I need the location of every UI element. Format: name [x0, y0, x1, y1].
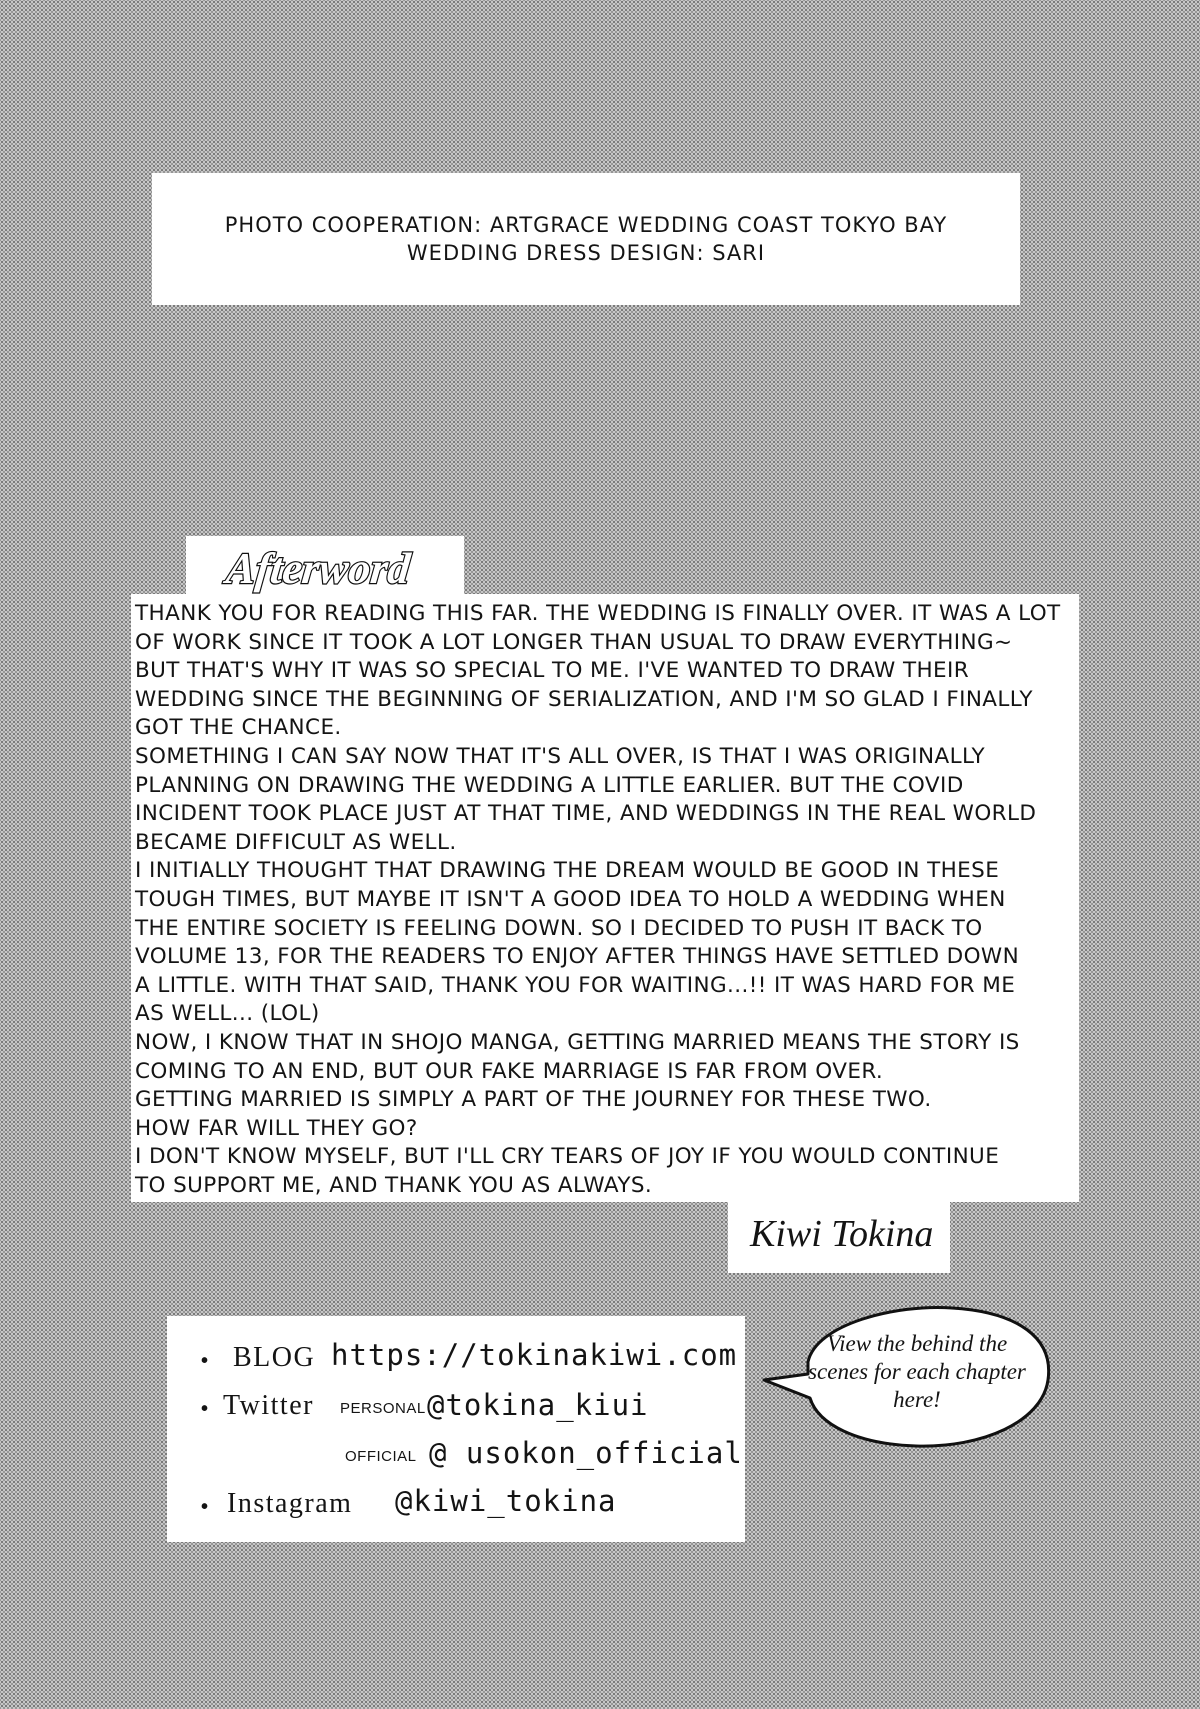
- instagram-link[interactable]: @kiwi_tokina: [395, 1484, 617, 1518]
- bullet-dot: •: [201, 1496, 209, 1518]
- afterword-body-panel: [131, 594, 1079, 1202]
- bullet-dot: •: [201, 1350, 209, 1372]
- afterword-heading-panel: [186, 536, 464, 598]
- photo-credit: PHOTO COOPERATION: ARTGRACE WEDDING COAST TOKYO BAY: [224, 213, 948, 237]
- credits-panel: [152, 173, 1020, 305]
- instagram-label: Instagram: [227, 1488, 353, 1519]
- bullet-dot: •: [201, 1398, 209, 1420]
- official-label: OFFICIAL: [345, 1448, 417, 1465]
- afterword-heading: Afterword: [224, 544, 413, 593]
- twitter-personal-link[interactable]: @tokina_kiui: [427, 1388, 649, 1422]
- twitter-label: Twitter: [223, 1390, 314, 1421]
- bubble-text: View the behind the scenes for each chapter here!: [808, 1331, 1026, 1412]
- author-signature: Kiwi Tokina: [750, 1213, 934, 1255]
- personal-label: PERSONAL: [340, 1400, 426, 1417]
- dress-credit: WEDDING DRESS DESIGN: SARI: [406, 241, 766, 265]
- afterword-body: THANK YOU FOR READING THIS FAR. THE WEDDING IS FINALLY OVER. IT WAS A LOT OF WORK SINCE IT TOOK A LOT LONGER THAN USUAL TO DRAW EVERYTHING~ BUT THAT'S WHY IT WAS SO SPECIAL TO ME. I'VE WANTED TO DRAW THEIR WEDDING SINCE THE BEGINNING OF SERIALIZATION, AND I'M SO GLAD I FINALLY GOT THE CHANCE. SOMETHING I CAN SAY NOW THAT IT'S ALL OVER, IS THAT I WAS ORIGINALLY PLANNING ON DRAWING THE WEDDING A LITTLE EARLIER. BUT THE COVID INCIDENT TOOK PLACE JUST AT THAT TIME, AND WEDDINGS IN THE REAL WORLD BECAME DIFFICULT AS WELL. I INITIALLY THOUGHT THAT DRAWING THE DREAM WOULD BE GOOD IN THESE TOUGH TIMES, BUT MAYBE IT ISN'T A GOOD IDEA TO HOLD A WEDDING WHEN THE ENTIRE SOCIETY IS FEELING DOWN. SO I DECIDED TO PUSH IT BACK TO VOLUME 13, FOR THE READERS TO ENJOY AFTER THINGS HAVE SETTLED DOWN A LITTLE. WITH THAT SAID, THANK YOU FOR WAITING...!! IT WAS HARD FOR ME AS WELL... (LOL) NOW, I KNOW THAT IN SHOJO MANGA, GETTING MARRIED MEANS THE STORY IS COMING TO AN END, BUT OUR FAKE MARRIAGE IS FAR FROM OVER. GETTING MARRIED IS SIMPLY A PART OF THE JOURNEY FOR THESE TWO. HOW FAR WILL THEY GO? I DON'T KNOW MYSELF, BUT I'LL CRY TEARS OF JOY IF YOU WOULD CONTINUE TO SUPPORT ME, AND THANK YOU AS ALWAYS.: [135, 601, 1061, 1198]
- signature-panel: [728, 1200, 950, 1273]
- links-panel: [167, 1316, 745, 1542]
- blog-link[interactable]: https://tokinakiwi.com: [331, 1338, 738, 1372]
- twitter-official-link[interactable]: @ usokon_official: [429, 1436, 743, 1470]
- afterword-heading-art: [186, 536, 464, 598]
- blog-label: BLOG: [233, 1342, 316, 1373]
